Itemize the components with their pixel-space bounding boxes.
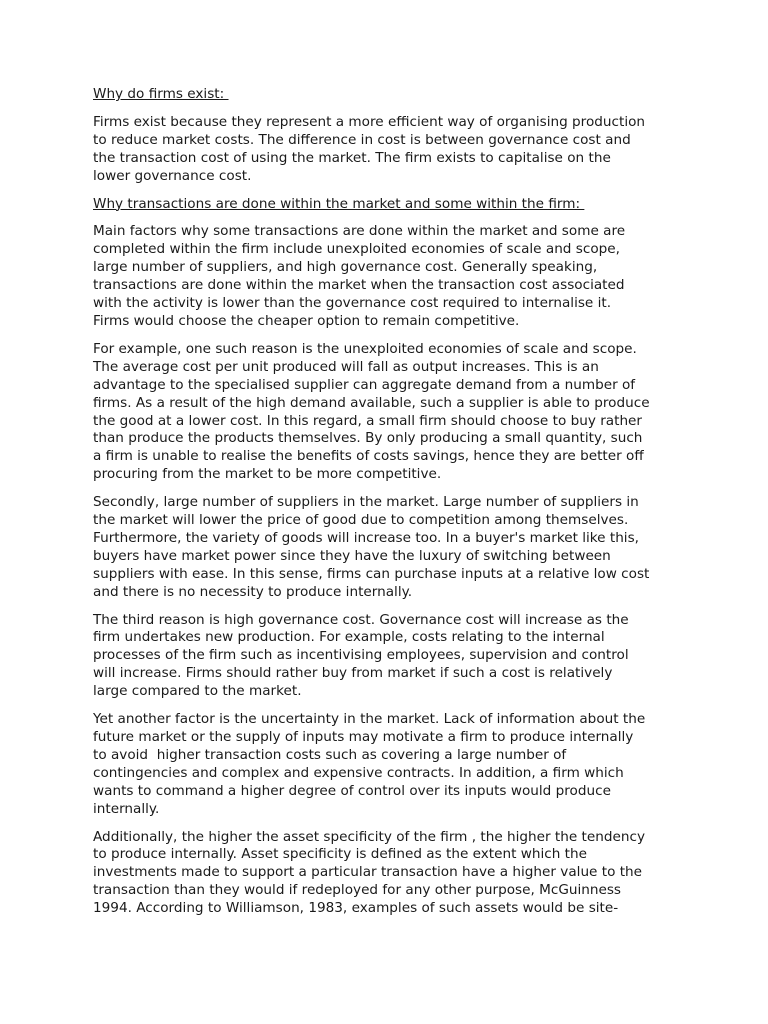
text-line: internally.: [93, 800, 160, 817]
text-line: completed within the firm include unexploited economies of scale and scope,: [93, 241, 620, 258]
text-line: with the activity is lower than the governance cost required to internalise it.: [93, 295, 612, 312]
text-line: Secondly, large number of suppliers in the market. Large number of suppliers in: [93, 494, 639, 511]
text-line: buyers have market power since they have the luxury of switching between: [93, 547, 611, 564]
paragraph-firms-exist: [93, 114, 683, 186]
text-line: and there is no necessity to produce internally.: [93, 583, 413, 600]
text-line: the good at a lower cost. In this regard, a small firm should choose to buy rather: [93, 412, 643, 429]
text-line: transaction than they would if redeployed for any other purpose, McGuinness: [93, 882, 621, 899]
text-line: advantage to the specialised supplier can aggregate demand from a number of: [93, 376, 636, 393]
text-line: wants to command a higher degree of control over its inputs would produce: [93, 782, 611, 799]
text-line: future market or the supply of inputs may motivate a firm to produce internally: [93, 729, 634, 745]
text-line: Furthermore, the variety of goods will increase too. In a buyer's market like this,: [93, 529, 639, 546]
text-line: firm undertakes new production. For example, costs relating to the internal: [93, 629, 605, 646]
text-line: large number of suppliers, and high governance cost. Generally speaking,: [93, 259, 598, 276]
text-line: 1994. According to Williamson, 1983, examples of such assets would be site-: [93, 900, 619, 917]
paragraph-asset-specificity: [93, 829, 683, 919]
paragraph-governance-cost: [93, 612, 683, 702]
text-line: procuring from the market to be more competitive.: [93, 466, 442, 483]
text-line: the market will lower the price of good due to competition among themselves.: [93, 512, 629, 529]
text-line: The third reason is high governance cost. Governance cost will increase as the: [93, 611, 629, 628]
text-line: than produce the products themselves. By only producing a small quantity, such: [93, 430, 643, 447]
document-page: [93, 86, 683, 928]
heading-why-transactions: Why transactions are done within the market and some within the firm:: [93, 195, 585, 212]
text-line: Firms exist because they represent a more efficient way of organising production: [93, 113, 646, 130]
text-line: the transaction cost of using the market. The firm exists to capitalise on the: [93, 149, 611, 166]
text-line: Yet another factor is the uncertainty in the market. Lack of information about the: [93, 711, 646, 728]
text-line: to produce internally. Asset specificity is defined as the extent which the: [93, 846, 587, 863]
text-line: to reduce market costs. The difference in cost is between governance cost and: [93, 131, 631, 148]
paragraph-uncertainty: [93, 711, 683, 818]
text-line: will increase. Firms should rather buy from market if such a cost is relatively: [93, 665, 613, 682]
text-line: Additionally, the higher the asset specificity of the firm , the higher the tendency: [93, 828, 645, 845]
text-line: processes of the firm such as incentivising employees, supervision and control: [93, 647, 629, 664]
text-line: transactions are done within the market when the transaction cost associated: [93, 277, 625, 294]
text-line: investments made to support a particular transaction have a higher value to the: [93, 864, 643, 881]
text-line: Main factors why some transactions are done within the market and some are: [93, 223, 626, 240]
text-line: Firms would choose the cheaper option to remain competitive.: [93, 312, 520, 329]
paragraph-main-factors: [93, 223, 683, 330]
text-line: The average cost per unit produced will fall as output increases. This is an: [93, 358, 599, 375]
text-line: a firm is unable to realise the benefits of costs savings, hence they are better off: [93, 448, 644, 465]
paragraph-number-of-suppliers: [93, 494, 683, 601]
text-line: large compared to the market.: [93, 683, 302, 700]
text-line: For example, one such reason is the unexploited economies of scale and scope.: [93, 340, 637, 357]
heading-why-firms-exist: Why do firms exist:: [93, 86, 229, 102]
text-line: lower governance cost.: [93, 167, 252, 184]
text-line: firms. As a result of the high demand available, such a supplier is able to produce: [93, 394, 650, 411]
text-line: contingencies and complex and expensive contracts. In addition, a firm which: [93, 764, 624, 781]
paragraph-economies-of-scale: [93, 341, 683, 484]
text-line: suppliers with ease. In this sense, firms can purchase inputs at a relative low cost: [93, 565, 650, 582]
text-line: to avoid higher transaction costs such as covering a large number of: [93, 746, 567, 763]
